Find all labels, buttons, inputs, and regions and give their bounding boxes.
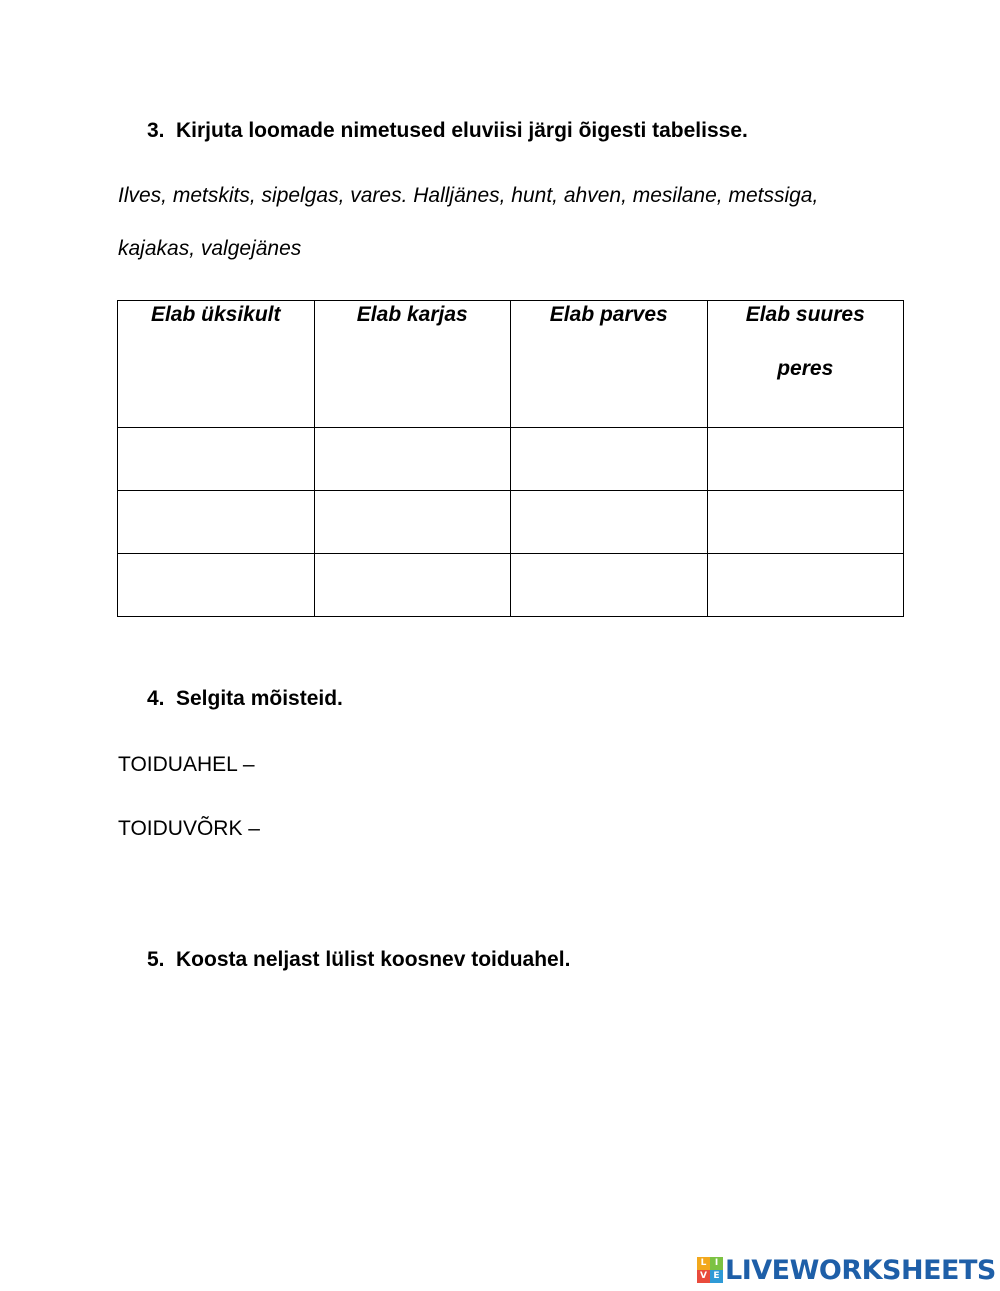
question-3-number: 3. [147, 119, 165, 142]
header-cell-herd [314, 301, 511, 428]
logo-letter: L [697, 1257, 710, 1270]
table-row [118, 491, 904, 554]
question-5-number: 5. [147, 948, 165, 971]
question-4-number: 4. [147, 687, 165, 710]
table-row [118, 428, 904, 491]
answer-cell[interactable] [707, 491, 904, 554]
answer-cell[interactable] [118, 491, 315, 554]
table-header-row [118, 301, 904, 428]
answer-cell[interactable] [511, 554, 708, 617]
liveworksheets-wordmark: LIVEWORKSHEETS [725, 1254, 996, 1286]
header-label: Elab parves [549, 303, 668, 326]
sorting-table [117, 300, 904, 617]
header-cell-family [707, 301, 904, 428]
question-5-text: Koosta neljast lülist koosnev toiduahel. [176, 948, 571, 971]
question-4-heading [147, 687, 343, 711]
header-cell-flock [511, 301, 708, 428]
liveworksheets-logo [697, 1255, 996, 1285]
answer-cell[interactable] [314, 428, 511, 491]
term-food-chain: TOIDUAHEL – [118, 753, 255, 776]
header-cell-alone [118, 301, 315, 428]
answer-cell[interactable] [511, 491, 708, 554]
answer-cell[interactable] [314, 554, 511, 617]
word-list-line-1: Ilves, metskits, sipelgas, vares. Halljänes, hunt, ahven, mesilane, metssiga, [118, 184, 819, 207]
answer-cell[interactable] [118, 428, 315, 491]
liveworksheets-logo-icon [697, 1257, 723, 1283]
answer-cell[interactable] [707, 554, 904, 617]
answer-cell[interactable] [511, 428, 708, 491]
logo-letter: V [697, 1270, 710, 1283]
question-5-heading [147, 948, 570, 972]
term-food-web: TOIDUVÕRK – [118, 817, 260, 840]
header-label: Elab suures peres [745, 303, 865, 380]
word-list-line-2: kajakas, valgejänes [118, 237, 302, 260]
question-4-text: Selgita mõisteid. [176, 687, 343, 710]
question-3-heading [147, 119, 748, 143]
logo-letter: E [710, 1270, 723, 1283]
answer-cell[interactable] [314, 491, 511, 554]
logo-letter: I [710, 1257, 723, 1270]
answer-cell[interactable] [118, 554, 315, 617]
question-3-text: Kirjuta loomade nimetused eluviisi järgi õigesti tabelisse. [176, 119, 748, 142]
header-label: Elab karjas [356, 303, 468, 326]
header-label: Elab üksikult [150, 303, 281, 326]
answer-cell[interactable] [707, 428, 904, 491]
table-row [118, 554, 904, 617]
